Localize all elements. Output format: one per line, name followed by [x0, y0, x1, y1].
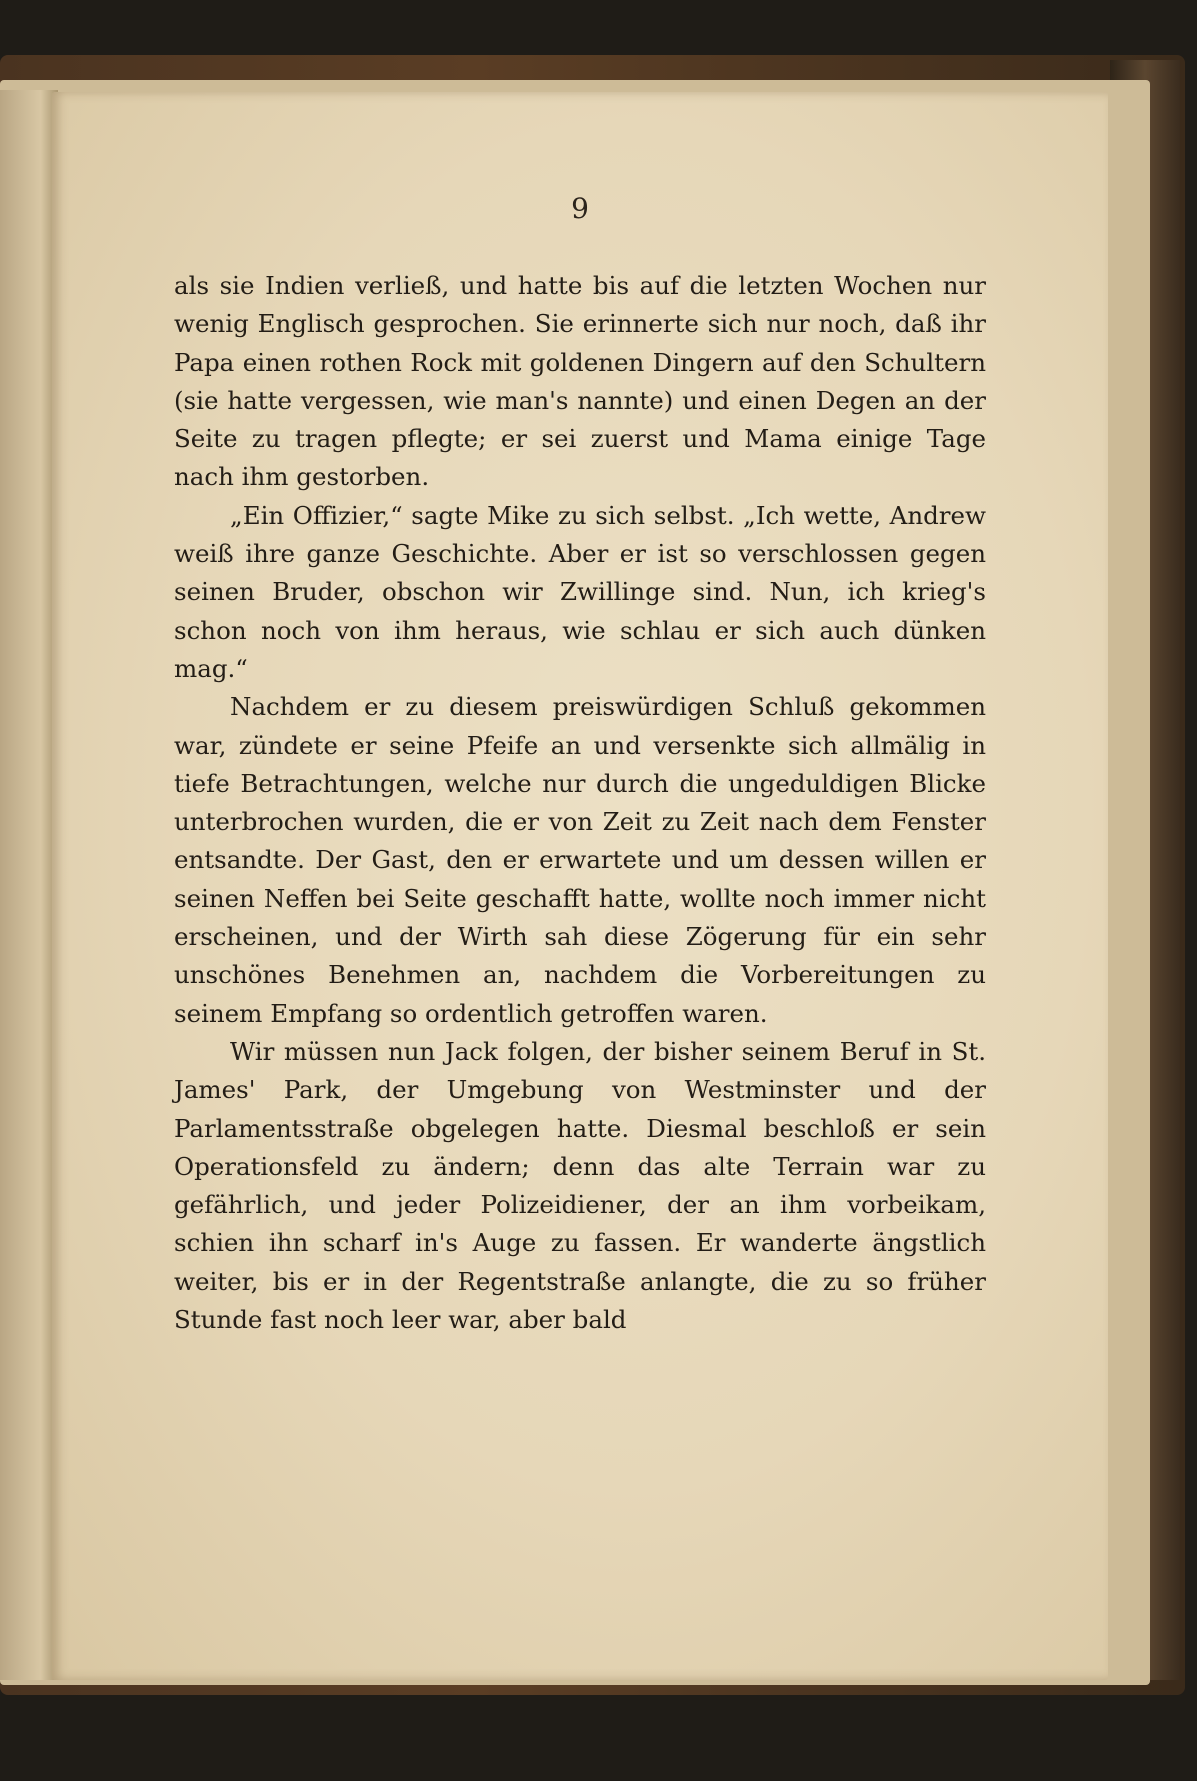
paragraph-2: „Ein Offizier,“ sagte Mike zu sich selbst. „Ich wette, Andrew weiß ihre ganze Geschichte. Aber er ist so verschlossen gegen seinen Bruder, obschon wir Zwillinge sind. Nun, ich krieg's schon noch von ihm heraus, wie schlau er sich auch dünken mag.“: [174, 500, 986, 683]
paragraph-3: Nachdem er zu diesem preiswürdigen Schluß gekommen war, zündete er seine Pfeife an und versenkte sich allmälig in tiefe Betrachtungen, welche nur durch die ungeduldigen Blicke unterbrochen wurden, die er von Zeit zu Zeit nach dem Fenster entsandte. Der Gast, den er erwartete und um dessen willen er seinen Neffen bei Seite geschafft hatte, wollte noch immer nicht erscheinen, und der Wirth sah diese Zögerung für ein sehr unschönes Benehmen an, nachdem die Vorbereitungen zu seinem Empfang so ordentlich getroffen waren.: [174, 692, 986, 1028]
page-number: 9: [571, 192, 589, 225]
paragraph-1: als sie Indien verließ, und hatte bis auf die letzten Wochen nur wenig Englisch gesprochen. Sie erinnerte sich nur noch, daß ihr Papa einen rothen Rock mit goldenen Dingern auf den Schultern (sie hatte vergessen, wie man's nannte) und einen Degen an der Seite zu tragen pflegte; er sei zuerst und Mama einige Tage nach ihm gestorben.: [174, 271, 986, 492]
body-text: [174, 267, 986, 1339]
paragraph-4: Wir müssen nun Jack folgen, der bisher seinem Beruf in St. James' Park, der Umgebung von Westminster und der Parlamentsstraße obgelegen hatte. Diesmal beschloß er sein Operationsfeld zu ändern; denn das alte Terrain war zu gefährlich, und jeder Polizeidiener, der an ihm vorbeikam, schien ihn scharf in's Auge zu fassen. Er wanderte ängstlich weiter, bis er in der Regentstraße anlangte, die zu so früher Stunde fast noch leer war, aber bald: [174, 1036, 986, 1335]
facing-page-edge: [0, 90, 58, 1680]
